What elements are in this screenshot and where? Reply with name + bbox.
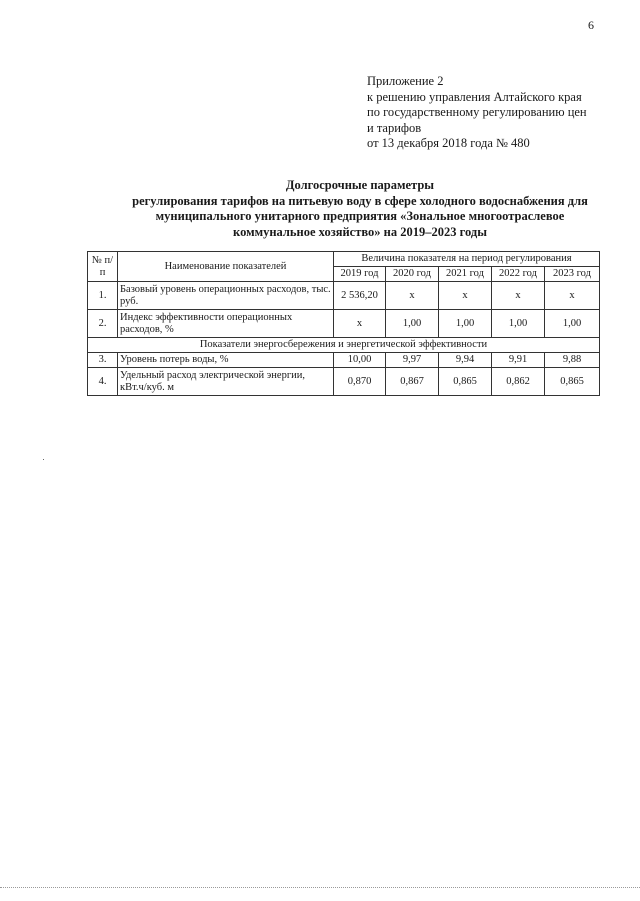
year-header: 2023 год [545, 267, 600, 282]
document-title [80, 178, 640, 240]
row-value: 0,870 [334, 368, 386, 396]
header-value: Величина показателя на период регулирования [334, 252, 600, 267]
row-value: x [439, 282, 492, 310]
row-value: 9,94 [439, 353, 492, 368]
row-number: 1. [88, 282, 118, 310]
appendix-line: по государственному регулированию цен [367, 105, 587, 119]
row-value: x [334, 310, 386, 338]
row-value: x [492, 282, 545, 310]
row-value: x [386, 282, 439, 310]
row-number: 2. [88, 310, 118, 338]
title-line: муниципального унитарного предприятия «Зональное многоотраслевое [155, 209, 565, 223]
row-name: Уровень потерь воды, % [118, 353, 334, 368]
table-row [88, 353, 600, 368]
appendix-line: к решению управления Алтайского края [367, 89, 582, 104]
title-line: коммунальное хозяйство» на 2019–2023 годы [233, 224, 487, 239]
parameters-table [87, 251, 600, 396]
appendix-line: и тарифов [367, 120, 422, 135]
header-number: № п/п [88, 252, 118, 282]
row-value: x [545, 282, 600, 310]
table-row [88, 310, 600, 338]
title-line: Долгосрочные параметры [285, 178, 435, 192]
title-line: регулирования тарифов на питьевую воду в сфере холодного водоснабжения для [132, 193, 588, 208]
row-number: 3. [88, 353, 118, 368]
year-header: 2019 год [334, 267, 386, 282]
row-value: 0,865 [439, 368, 492, 396]
row-value: 0,862 [492, 368, 545, 396]
scan-speck [43, 459, 44, 460]
row-value: 9,91 [492, 353, 545, 368]
header-name: Наименование показателей [118, 252, 334, 282]
row-value: 2 536,20 [334, 282, 386, 310]
page-number: 6 [588, 18, 594, 32]
row-name: Базовый уровень операционных расходов, тыс. руб. [118, 282, 334, 310]
table-row [88, 368, 600, 396]
row-value: 1,00 [545, 310, 600, 338]
row-value: 1,00 [439, 310, 492, 338]
row-number: 4. [88, 368, 118, 396]
row-value: 1,00 [386, 310, 439, 338]
row-value: 0,865 [545, 368, 600, 396]
row-name: Индекс эффективности операционных расходов, % [118, 310, 334, 338]
table-header-row [88, 252, 600, 267]
section-row [88, 338, 600, 353]
section-label: Показатели энергосбережения и энергетической эффективности [88, 338, 600, 353]
row-value: 9,97 [386, 353, 439, 368]
appendix-header [367, 74, 617, 152]
row-value: 1,00 [492, 310, 545, 338]
appendix-line: Приложение 2 [367, 74, 444, 88]
row-name: Удельный расход электрической энергии, кВт.ч/куб. м [118, 368, 334, 396]
year-header: 2020 год [386, 267, 439, 282]
page-bottom-edge [0, 887, 640, 889]
row-value: 10,00 [334, 353, 386, 368]
row-value: 9,88 [545, 353, 600, 368]
row-value: 0,867 [386, 368, 439, 396]
year-header: 2022 год [492, 267, 545, 282]
year-header: 2021 год [439, 267, 492, 282]
appendix-line: от 13 декабря 2018 года № 480 [367, 136, 530, 150]
table-row [88, 282, 600, 310]
